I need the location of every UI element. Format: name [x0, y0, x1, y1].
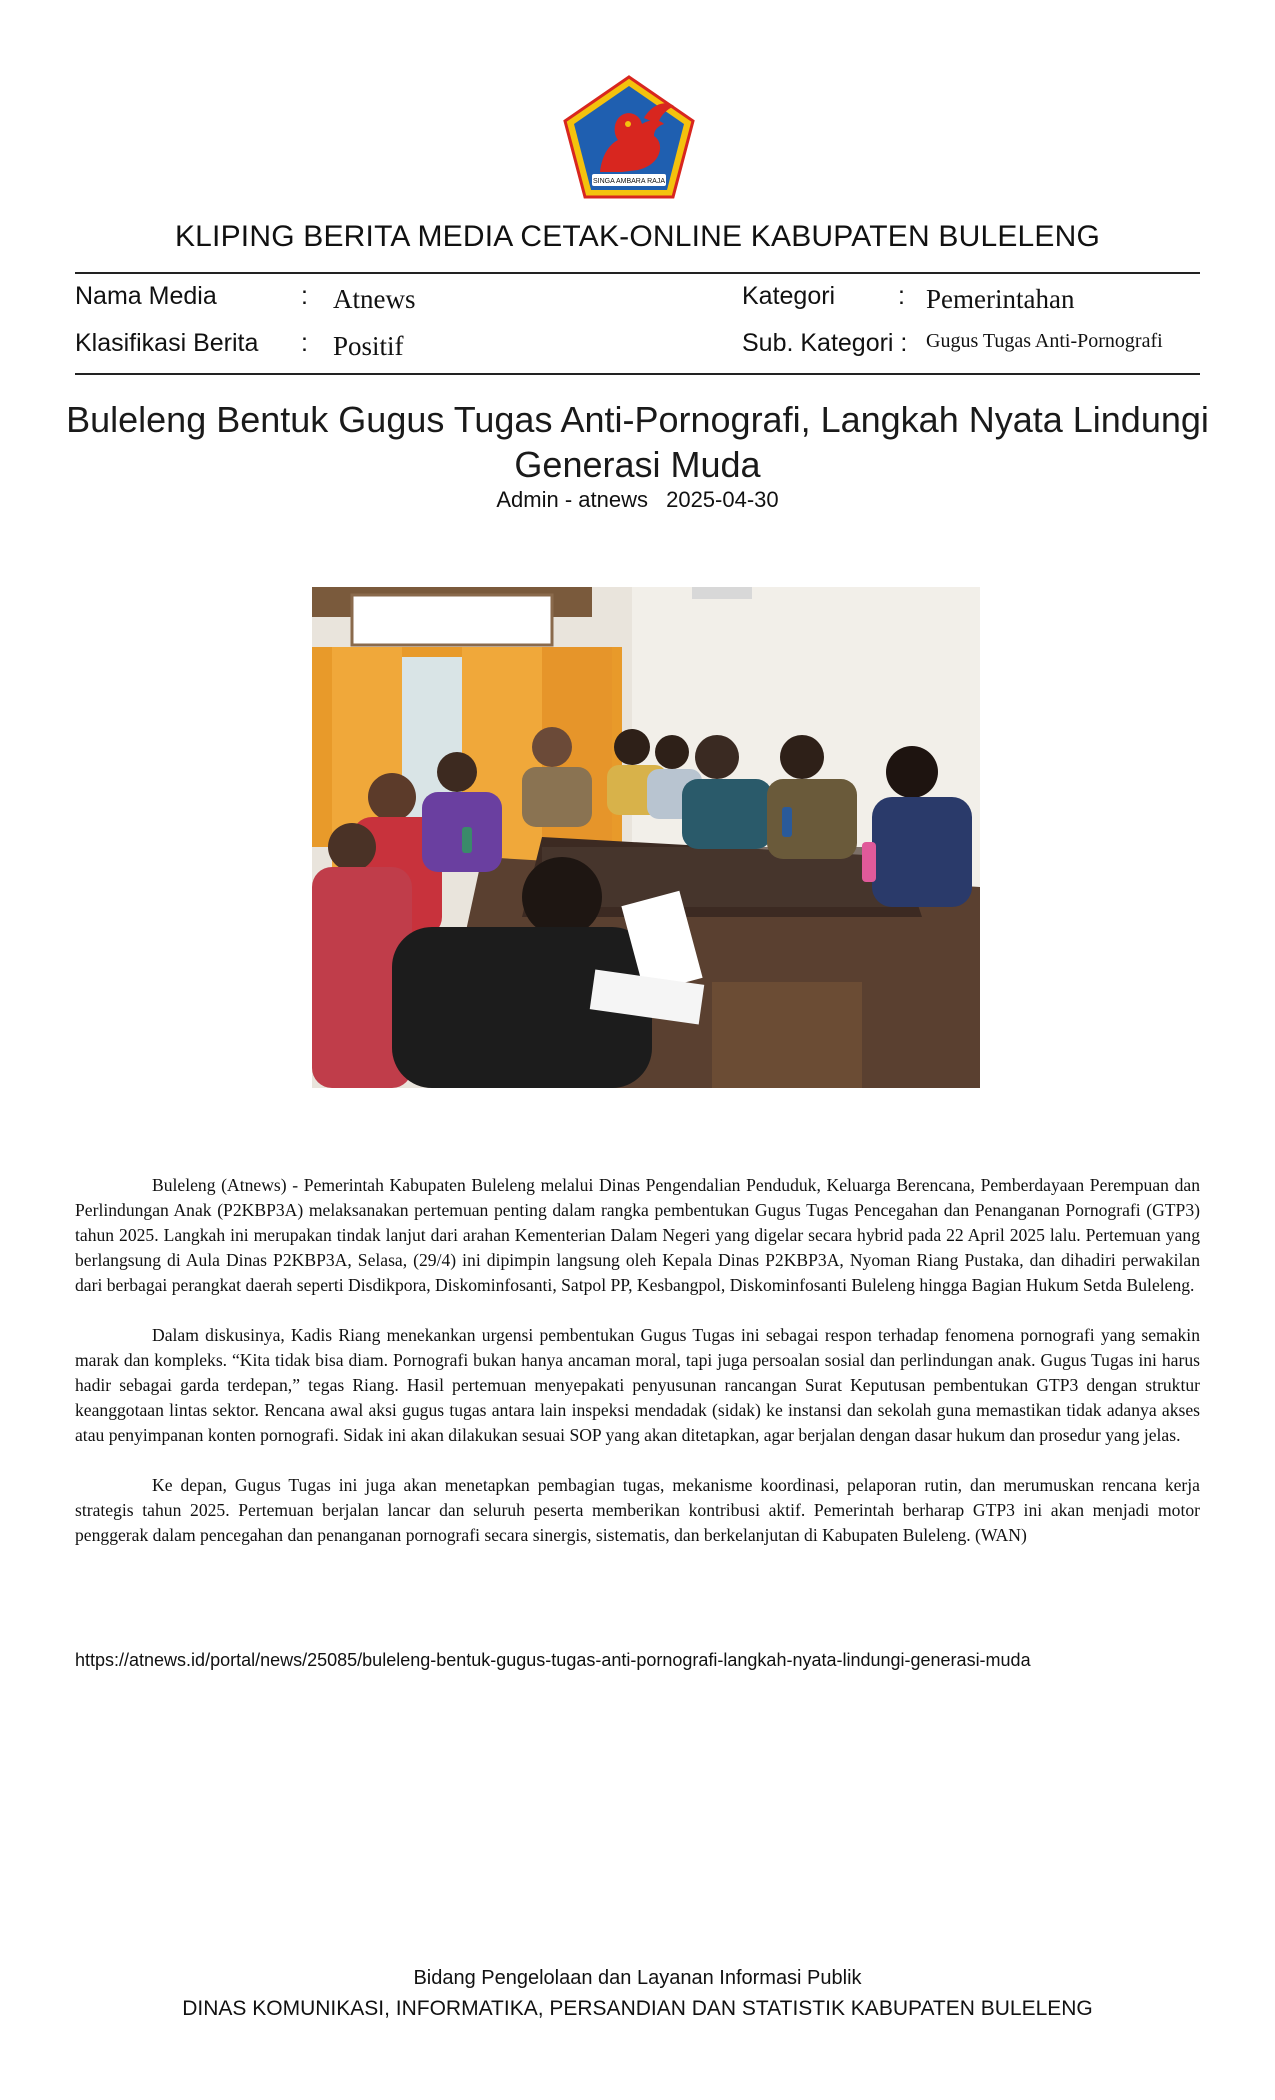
nama-media-label: Nama Media [75, 282, 217, 310]
article-author: Admin - atnews [496, 487, 648, 512]
page-title: KLIPING BERITA MEDIA CETAK-ONLINE KABUPATEN BULELENG [174, 220, 1101, 253]
nama-media-value: Atnews [333, 284, 416, 314]
sub-kategori-label: Sub. Kategori : [742, 329, 908, 357]
article-date: 2025-04-30 [666, 487, 779, 512]
footer-department: Bidang Pengelolaan dan Layanan Informasi Publik [413, 1967, 862, 1989]
article-headline: Buleleng Bentuk Gugus Tugas Anti-Pornografi, Langkah Nyata Lindungi Generasi Muda [66, 399, 1209, 485]
footer-agency: DINAS KOMUNIKASI, INFORMATIKA, PERSANDIAN DAN STATISTIK KABUPATEN BULELENG [182, 1997, 1093, 2020]
source-url[interactable]: https://atnews.id/portal/news/25085/buleleng-bentuk-gugus-tugas-anti-pornografi-langkah-nyata-lindungi-generasi-muda [75, 1650, 1031, 1670]
meeting-photo [312, 587, 980, 1088]
logo-text: SINGA AMBARA RAJA [593, 178, 665, 185]
article-body [75, 1173, 1200, 1573]
article-paragraph: Ke depan, Gugus Tugas ini juga akan menetapkan pembagian tugas, mekanisme koordinasi, pelaporan rutin, dan merumuskan rencana kerja strategis tahun 2025. Pertemuan berjalan lancar dan seluruh peserta memberikan kontribusi aktif. Pemerintah berharap GTP3 ini akan menjadi motor penggerak dalam pencegahan dan penanganan pornografi secara sinergis, sistematis, dan berkelanjutan di Kabupaten Buleleng. (WAN) [75, 1475, 1200, 1545]
colon: : [898, 282, 905, 310]
kategori-value: Pemerintahan [926, 284, 1075, 314]
klasifikasi-value: Positif [333, 331, 404, 361]
buleleng-logo [562, 74, 696, 200]
sub-kategori-value: Gugus Tugas Anti-Pornografi [926, 330, 1163, 352]
article-paragraph: Dalam diskusinya, Kadis Riang menekankan urgensi pembentukan Gugus Tugas ini sebagai respon terhadap fenomena pornografi yang semakin marak dan kompleks. “Kita tidak bisa diam. Pornografi bukan hanya ancaman moral, tapi juga persoalan sosial dan perlindungan anak. Gugus Tugas ini harus hadir sebagai garda terdepan,” tegas Riang. Hasil pertemuan menyepakati penyusunan rancangan Surat Keputusan pembentukan GTP3 dengan struktur keanggotaan lintas sektor. Rencana awal aksi gugus tugas antara lain inspeksi mendadak (sidak) ke instansi dan sekolah guna memastikan tidak adanya akses atau penyimpanan konten pornografi. Sidak ini akan dilakukan sesuai SOP yang akan ditetapkan, agar berjalan dengan dasar hukum dan prosedur yang jelas. [75, 1325, 1200, 1445]
article-byline [0, 487, 1275, 513]
colon: : [301, 282, 308, 310]
divider-bottom [75, 373, 1200, 375]
divider-top [75, 272, 1200, 274]
klasifikasi-label: Klasifikasi Berita [75, 329, 259, 357]
article-paragraph: Buleleng (Atnews) - Pemerintah Kabupaten Buleleng melalui Dinas Pengendalian Penduduk, Keluarga Berencana, Pemberdayaan Perempuan dan Perlindungan Anak (P2KBP3A) melaksanakan pertemuan penting dalam rangka pembentukan Gugus Tugas Pencegahan dan Penanganan Pornografi (GTP3) tahun 2025. Langkah ini merupakan tindak lanjut dari arahan Kementerian Dalam Negeri yang digelar secara hybrid pada 22 April 2025 lalu. Pertemuan yang berlangsung di Aula Dinas P2KBP3A, Selasa, (29/4) ini dipimpin langsung oleh Kepala Dinas P2KBP3A, Nyoman Riang Pustaka, dan dihadiri perwakilan dari berbagai perangkat daerah seperti Disdikpora, Diskominfosanti, Satpol PP, Kesbangpol, Diskominfosanti Buleleng hingga Bagian Hukum Setda Buleleng. [75, 1175, 1200, 1295]
colon: : [301, 329, 308, 357]
kategori-label: Kategori [742, 282, 836, 310]
